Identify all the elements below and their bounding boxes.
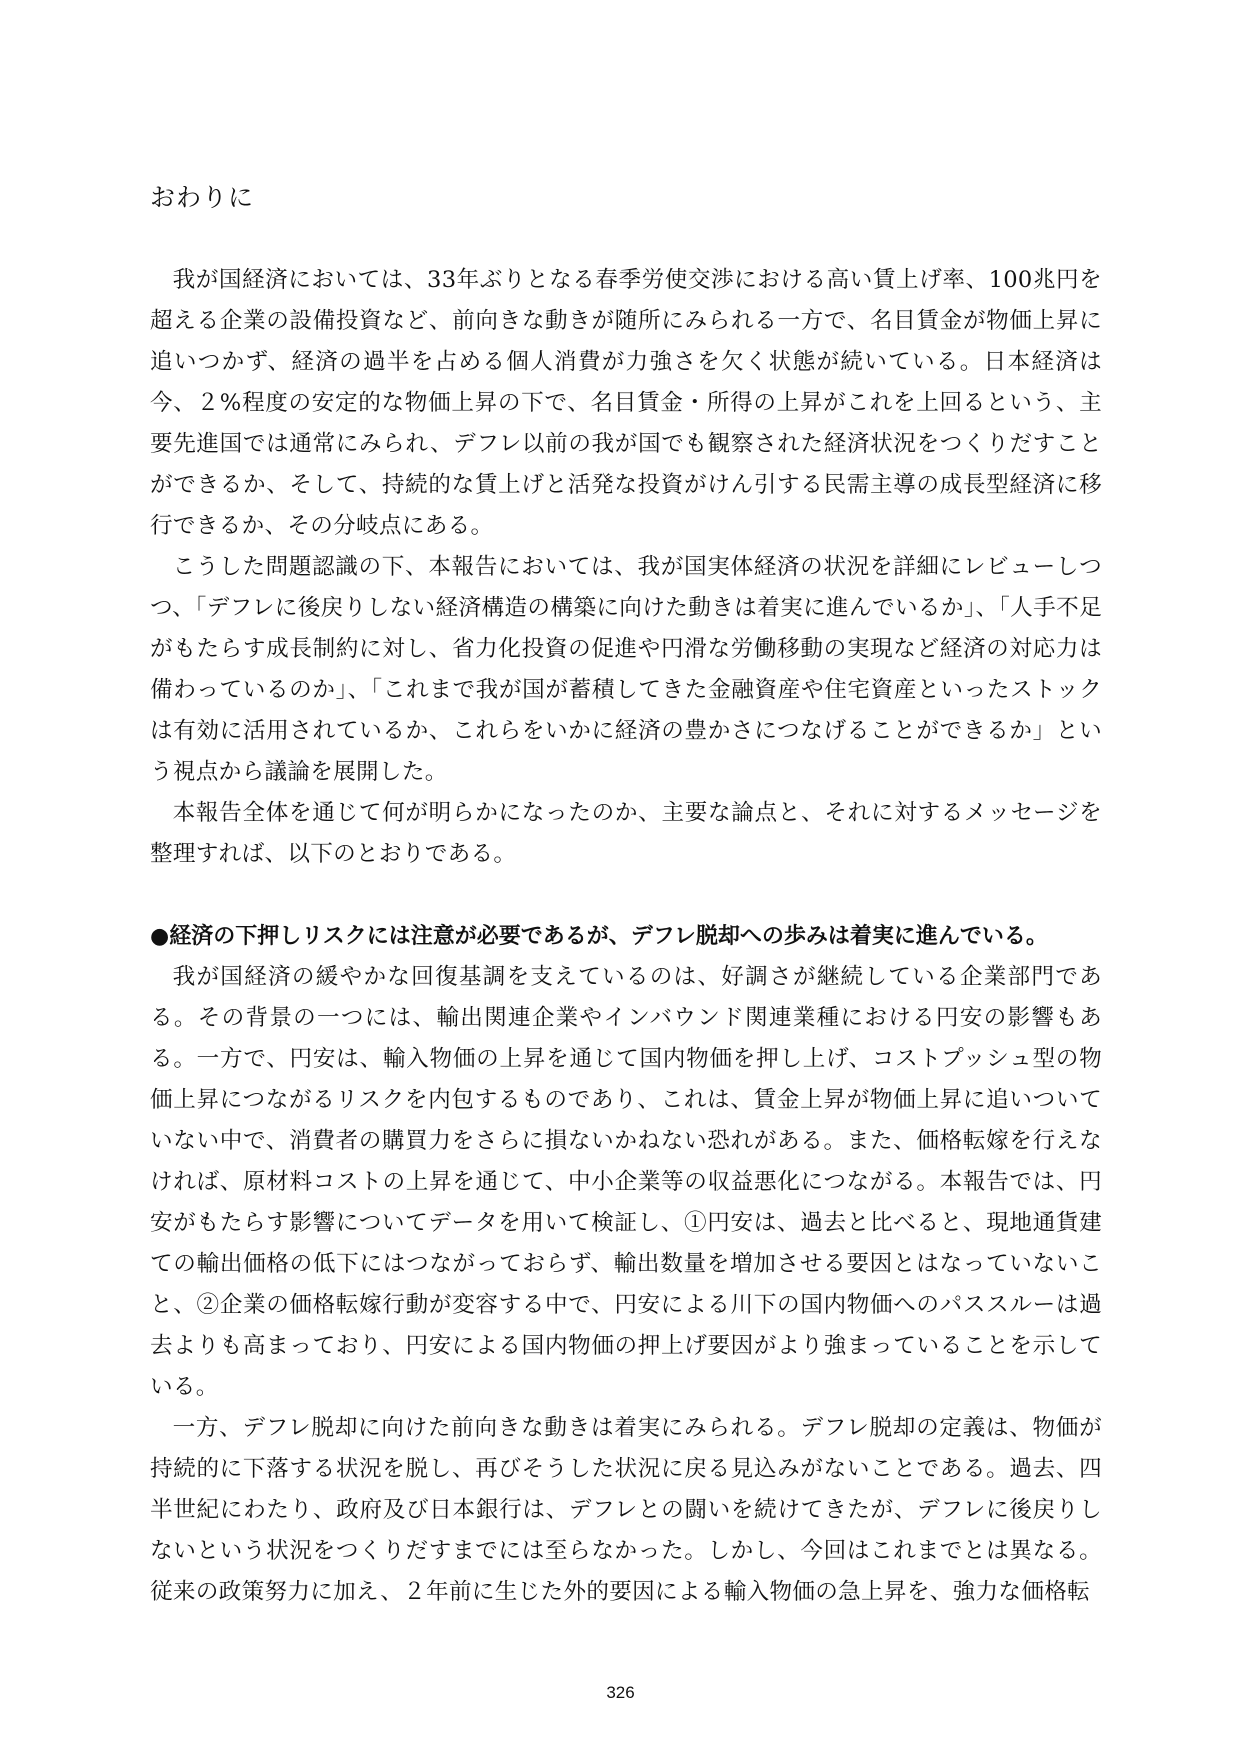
paragraph: 本報告全体を通じて何が明らかになったのか、主要な論点と、それに対するメッセージを整理すれば、以下のとおりである。: [150, 800, 1102, 867]
paragraph: 我が国経済の緩やかな回復基調を支えているのは、好調さが継続している企業部門である。その背景の一つには、輸出関連企業やインバウンド関連業種における円安の影響もある。一方で、円安は、輸入物価の上昇を通じて国内物価を押し上げ、コストプッシュ型の物価上昇につながるリスクを内包するものであり、これは、賃金上昇が物価上昇に追いついていない中で、消費者の購買力をさらに損ないかねない恐れがある。また、価格転嫁を行えなければ、原材料コストの上昇を通じて、中小企業等の収益悪化につながる。本報告では、円安がもたらす影響についてデータを用いて検証し、①円安は、過去と比べると、現地通貨建ての輸出価格の低下にはつながっておらず、輸出数量を増加させる要因とはなっていないこと、②企業の価格転嫁行動が変容する中で、円安による川下の国内物価へのパススルーは過去よりも高まっており、円安による国内物価の押上げ要因がより強まっていることを示している。: [150, 964, 1102, 1400]
body-text: [150, 260, 1102, 1613]
section-title: おわりに: [150, 183, 255, 212]
section-heading: ●経済の下押しリスクには注意が必要であるが、デフレ脱却への歩みは着実に進んでいる。: [150, 924, 1048, 949]
page-number: 326: [606, 1683, 635, 1702]
paragraph: 一方、デフレ脱却に向けた前向きな動きは着実にみられる。デフレ脱却の定義は、物価が持続的に下落する状況を脱し、再びそうした状況に戻る見込みがないことである。過去、四半世紀にわたり、政府及び日本銀行は、デフレとの闘いを続けてきたが、デフレに後戻りしないという状況をつくりだすまでには至らなかった。しかし、今回はこれまでとは異なる。従来の政策努力に加え、２年前に生じた外的要因による輸入物価の急上昇を、強力な価格転: [150, 1415, 1102, 1605]
paragraph: こうした問題認識の下、本報告においては、我が国実体経済の状況を詳細にレビューしつつ、「デフレに後戻りしない経済構造の構築に向けた動きは着実に進んでいるか」、「人手不足がもたらす成長制約に対し、省力化投資の促進や円滑な労働移動の実現など経済の対応力は備わっているのか」、「これまで我が国が蓄積してきた金融資産や住宅資産といったストックは有効に活用されているか、これらをいかに経済の豊かさにつなげることができるか」という視点から議論を展開した。: [150, 554, 1102, 785]
paragraph: 我が国経済においては、33年ぶりとなる春季労使交渉における高い賃上げ率、100兆円を超える企業の設備投資など、前向きな動きが随所にみられる一方で、名目賃金が物価上昇に追いつかず、経済の過半を占める個人消費が力強さを欠く状態が続いている。日本経済は今、２%程度の安定的な物価上昇の下で、名目賃金・所得の上昇がこれを上回るという、主要先進国では通常にみられ、デフレ以前の我が国でも観察された経済状況をつくりだすことができるか、そして、持続的な賃上げと活発な投資がけん引する民需主導の成長型経済に移行できるか、その分岐点にある。: [150, 267, 1102, 539]
